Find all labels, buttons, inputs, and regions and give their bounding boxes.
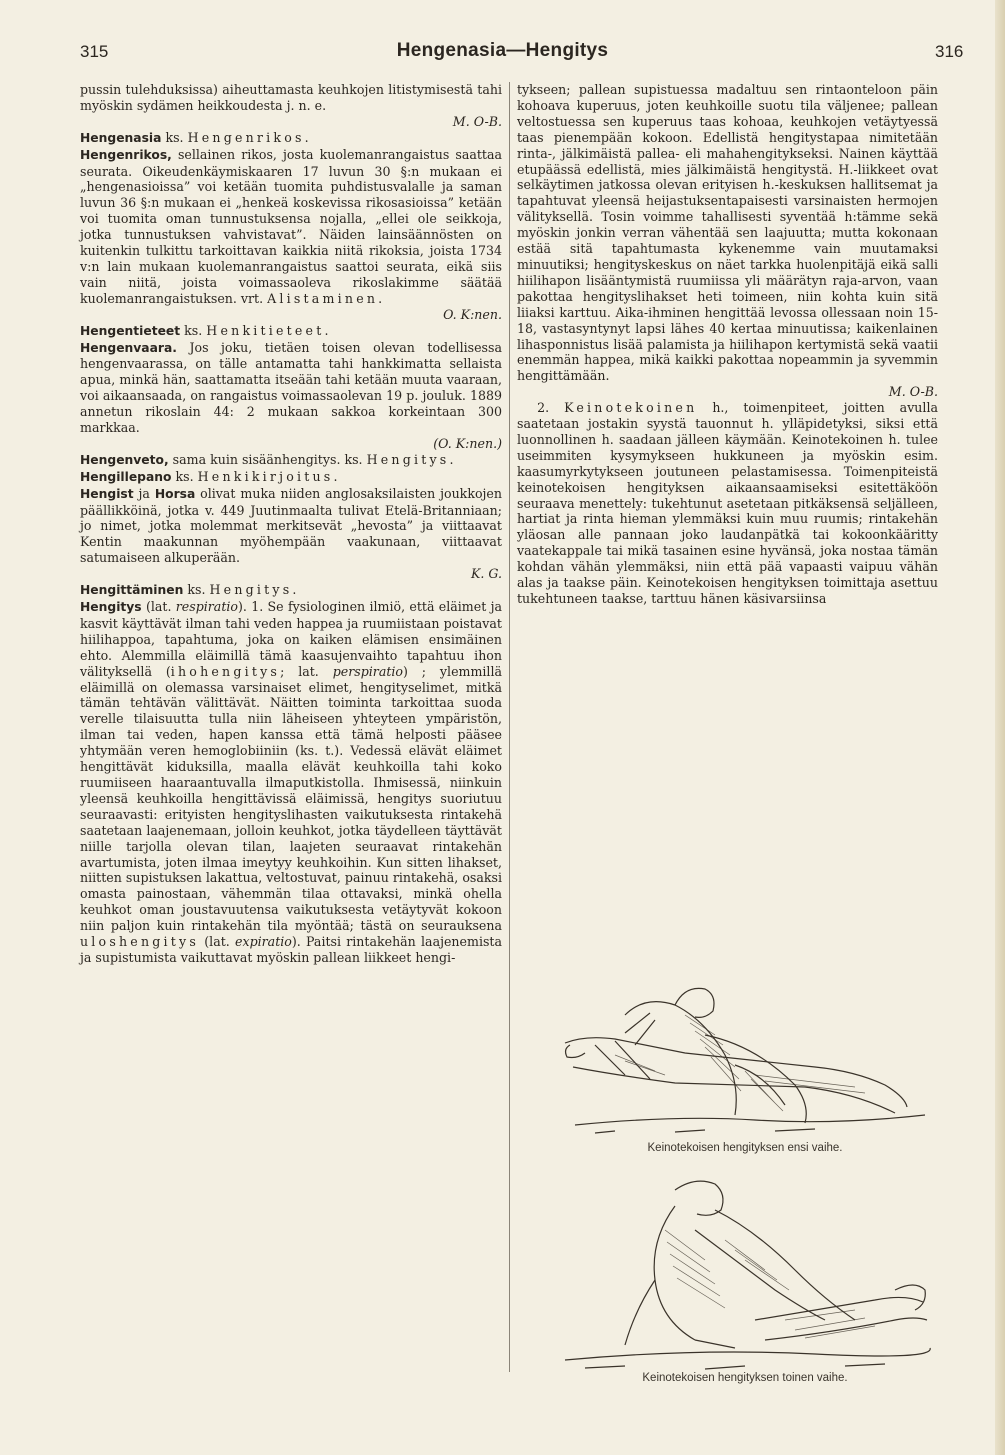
entry-text: h., toimenpiteet, joitten avulla saatetaan jostakin syystä tauonnut h. ylläpidetyksi, siksi että luonnollinen h. saadaan jälleen käymään. Keinotekoinen h. tulee useimmiten kysymykseen hukkuneen ja myöskin esim. kaasumyrkytykseen joutuneen pelastamisessa. Toimenpiteistä keinotekoisen hengityksen aikaansaamiseksi esitettäköön seuraava menettely: tukehtunut asetetaan pitkäksensä seljälleen, hartiat ja rinta hieman ylemmäksi kuin muu ruumis; rintakehän yläosan alle pannaan joko laudanpätkä tai kokoonkääritty vaatekappale tai mikä tasainen esine hyvänsä, joka nostaa tämän kohdan vähän ylemmäksi, niin että pää vapaasti vaipuu vähän alas ja taakse päin. Keinotekoisen hengityksen toimittaja asettuu tukehtuneen taakse, tarttuu hänen käsivarsiinsa (517, 400, 938, 606)
entry-text: (lat. (204, 934, 230, 950)
page-edge-shadow (995, 0, 1005, 1455)
cross-reference: Hengenrikos. (187, 129, 312, 145)
entry-text: (lat. (145, 599, 172, 614)
entry-text: ). 1. Se fysiologinen ilmiö, että eläimet ja kasvit käyttävät ilman tahi veden happea ja ruumiistaan poistavat hiilihappoa, tapahtuma, joka on kaiken elämisen ensimäinen ehto. Alemmilla eläimillä tämä kaasujenvaihto tapahtuu ihon välityksellä ( (80, 599, 502, 679)
entry-hengenasia (80, 130, 502, 147)
entry-text: ks. (175, 468, 194, 484)
entry-text: Jos joku, tietäen toisen olevan todellisessa hengenvaarassa, on tälle antamatta tahi hankkimatta sellaista apua, minkä hän, saattamatta itseään tahi ketään muuta vaaraan, voi aikaansaada, on rangaistus voimassaolevan 19 p. jouluk. 1889 annetun rikoslain 44: 2 mukaan sakkoa korkeintaan 300 markkaa. (80, 339, 502, 436)
cross-reference: uloshengitys (80, 934, 199, 950)
cross-reference: Hengitys. (209, 582, 300, 598)
headword: Hengittäminen (80, 583, 184, 598)
entry-text: ). Paitsi rintakehän laajenemista ja supistumista vaikuttavat myöskin pallean liikkeet hengi- (80, 934, 503, 965)
cross-reference: Hengitys. (366, 451, 457, 467)
page-number-left: 315 (80, 42, 109, 61)
cross-reference: Alistaminen. (267, 290, 386, 306)
figure-resuscitation-phase-1 (555, 975, 935, 1140)
page-title: Hengenasia—Hengitys (396, 40, 609, 61)
author-signature: M. O-B. (452, 113, 502, 129)
figure-caption: Keinotekoisen hengityksen ensi vaihe. (647, 1142, 843, 1154)
entry-text: ; lat. (280, 663, 319, 679)
entry-continuation: tykseen; pallean supistuessa madaltuu sen rintaonteloon päin kohoava kuperuus, joten keuhkoille suotu tila väljenee; pallean veltostuessa sen kuperuus taas kohoaa, keuhkojen vetäytyessä taas pienempään kokoon. Edellistä hengitystapaa nimitetään rinta-, jälkimäistä pallea- eli mahahengitykseksi. Nainen käyttää etupäässä edellistä, mies jälkimäistä hengitystä. H.-liikkeet ovat selkäytimen jatkossa olevan erityisen h.-keskuksen hallitsemat ja tapahtuvat yleensä heijastuksentapaisesti varsinaisten hermojen välityksellä. Tosin voimme tahallisesti syventää h:tämme sekä myöskin jonkin verran vähentää sen laajuutta; mutta kokonaan estää sitä tapahtumasta kykenemme vain muutamaksi minuutiksi; hengityskeskus on näet tarkka huolenpitäjä eikä salli hiilihapon lisääntymistä ruumiissa yli määrätyn raja-arvon, vaan pakottaa hengityslihakset heti toimeen, niin kohta kuin sitä liiaksi karttuu. Aika-ihminen hengittää levossa ollessaan noin 15-18, vastasyntynyt lapsi lähes 40 kertaa minuutissa; kaikenlainen lihasponnistus lisää palamista ja hiilihapon kertymistä sekä vaatii enemmän happea, mikä kaikki pakottaa nopeammin ja syvemmin hengittämään. (517, 82, 938, 384)
entry-hengentieteet (80, 323, 502, 340)
entry-hengenveto (80, 452, 502, 469)
author-signature: M. O-B. (888, 384, 938, 400)
entry-hengenvaara (80, 340, 502, 436)
section-number: 2. (537, 400, 550, 416)
section-keinotekoinen (517, 400, 938, 607)
entry-hengenrikos (80, 147, 502, 307)
headword: Hengillepano (80, 469, 172, 484)
running-header (0, 38, 1005, 68)
entry-text: ) ; ylemmillä eläimillä on olemassa varsinaiset elimet, hengityselimet, mitkä tämän tehtävän välittävät. Näitten toiminta tarkoittaa suoda verelle tilaisuutta tulla niin läheiseen yhteyteen ympäristön, ilman tai veden, hapen kanssa että tämä helposti pääsee yhtymään veren hemoglobiiniin (ks. t.). Vedessä elävät eläimet hengittävät kiduksilla, maalla elävät keuhkoilla tahi koko ruumiiseen haaraantuvalla ilmaputkistolla. Ihmisessä, niinkuin yleensä keuhkoilla hengittävissä eläimissä, hengitys suoriutuu seuraavasti: erityisten hengityslihasten vaikutuksesta rintakehä saatetaan laajenemaan, jolloin keuhkot, jotka täydelleen täyttävät niille tarjolla olevan tilan, laajeten seuraavat rintakehän avartumista, joten ilmaa imeytyy keuhkoihin. Kun sitten lihakset, niitten supistuksen lakattua, veltostuvat, painuu rintakehä, osaksi omasta painostaan, vähemmän tilaa ottavaksi, minkä ohella keuhkot oman joustavuutensa vaikutuksesta vetäytyvät kokoon niin paljon kuin rintakehän tila myöntää; tästä on seurauksena (80, 663, 502, 934)
right-column (517, 82, 938, 607)
cross-reference: ihohengitys (170, 663, 281, 679)
cross-reference: Henkikirjoitus. (197, 468, 341, 484)
headword: Hengenvaara. (80, 340, 177, 355)
entry-hengittaminen (80, 582, 502, 599)
entry-text: sama kuin sisäänhengitys. ks. (172, 451, 363, 467)
entry-text: pussin tulehduksissa) aiheuttamasta keuhkojen litistymisestä tahi myöskin sydämen heikkoudesta j. n. e. (80, 82, 502, 113)
column-divider (509, 82, 510, 1372)
entry-continuation (80, 82, 502, 114)
figure-resuscitation-phase-2 (555, 1170, 935, 1375)
latin-term: perspiratio (332, 663, 404, 679)
entry-text: ks. (187, 582, 206, 598)
figure-caption: Keinotekoisen hengityksen toinen vaihe. (642, 1372, 848, 1384)
engraving-illustration (555, 1170, 935, 1375)
latin-term: respiratio (175, 599, 238, 614)
headword: Hengitys (80, 600, 142, 614)
entry-text: ks. (184, 322, 203, 338)
entry-hengillepano (80, 469, 502, 486)
entry-text: sellainen rikos, josta kuolemanrangaistus saattaa seurata. Oikeudenkäymiskaaren 17 luvun 30 §:n mukaan ei „hengenasioissa” voi ketään tuomita puhdistusvalalle ja saman luvun 36 §:n mukaan ei „henkeä koskevissa rikosasioissa” ketään voi tuomita oman tunnustuksensa nojalla, „ellei ole seikkoja, jotka tunnustuksen vahvistavat”. Näiden lainsäännösten on kuitenkin tulkittu tarkoittavan kaikkia niitä rikoksia, joista 1734 v:n lain mukaan kuolemanrangaistus saattoi seurata, eikä siis vain niitä, joista voimassaoleva rikoslakimme säätää kuolemanrangaistuksen. vrt. (80, 146, 502, 306)
author-signature: O. K:nen. (443, 306, 502, 322)
headword: Hengenasia (80, 130, 162, 145)
author-signature: K. G. (470, 566, 502, 582)
engraving-illustration (555, 975, 935, 1140)
entry-hengist-horsa (80, 486, 502, 567)
entry-text: ks. (165, 129, 184, 145)
entry-text: olivat muka niiden anglosaksilaisten joukkojen päällikköinä, jotka v. 449 Juutinmaalta tulivat Etelä-Britanniaan; jo nimet, jotka molemmat merkitsevät „hevosta” ja viittaavat Kentin maakunnan myöhempään vaakunaan, viittaavat satumaiseen alkuperään. (80, 485, 502, 566)
cross-reference: Henkitieteet. (206, 322, 332, 338)
headword: Horsa (154, 486, 196, 501)
headword: Hengenrikos, (80, 147, 172, 162)
left-column (80, 82, 502, 966)
author-signature: (O. K:nen.) (433, 435, 502, 451)
entry-text: ja (138, 485, 150, 501)
latin-term: expiratio (235, 934, 292, 950)
headword: Hengenveto, (80, 452, 169, 467)
headword: Hengentieteet (80, 323, 181, 338)
headword: Hengist (80, 486, 134, 501)
entry-hengitys (80, 599, 502, 966)
page-number-right: 316 (935, 42, 964, 61)
cross-reference: Keinotekoinen (564, 400, 698, 416)
